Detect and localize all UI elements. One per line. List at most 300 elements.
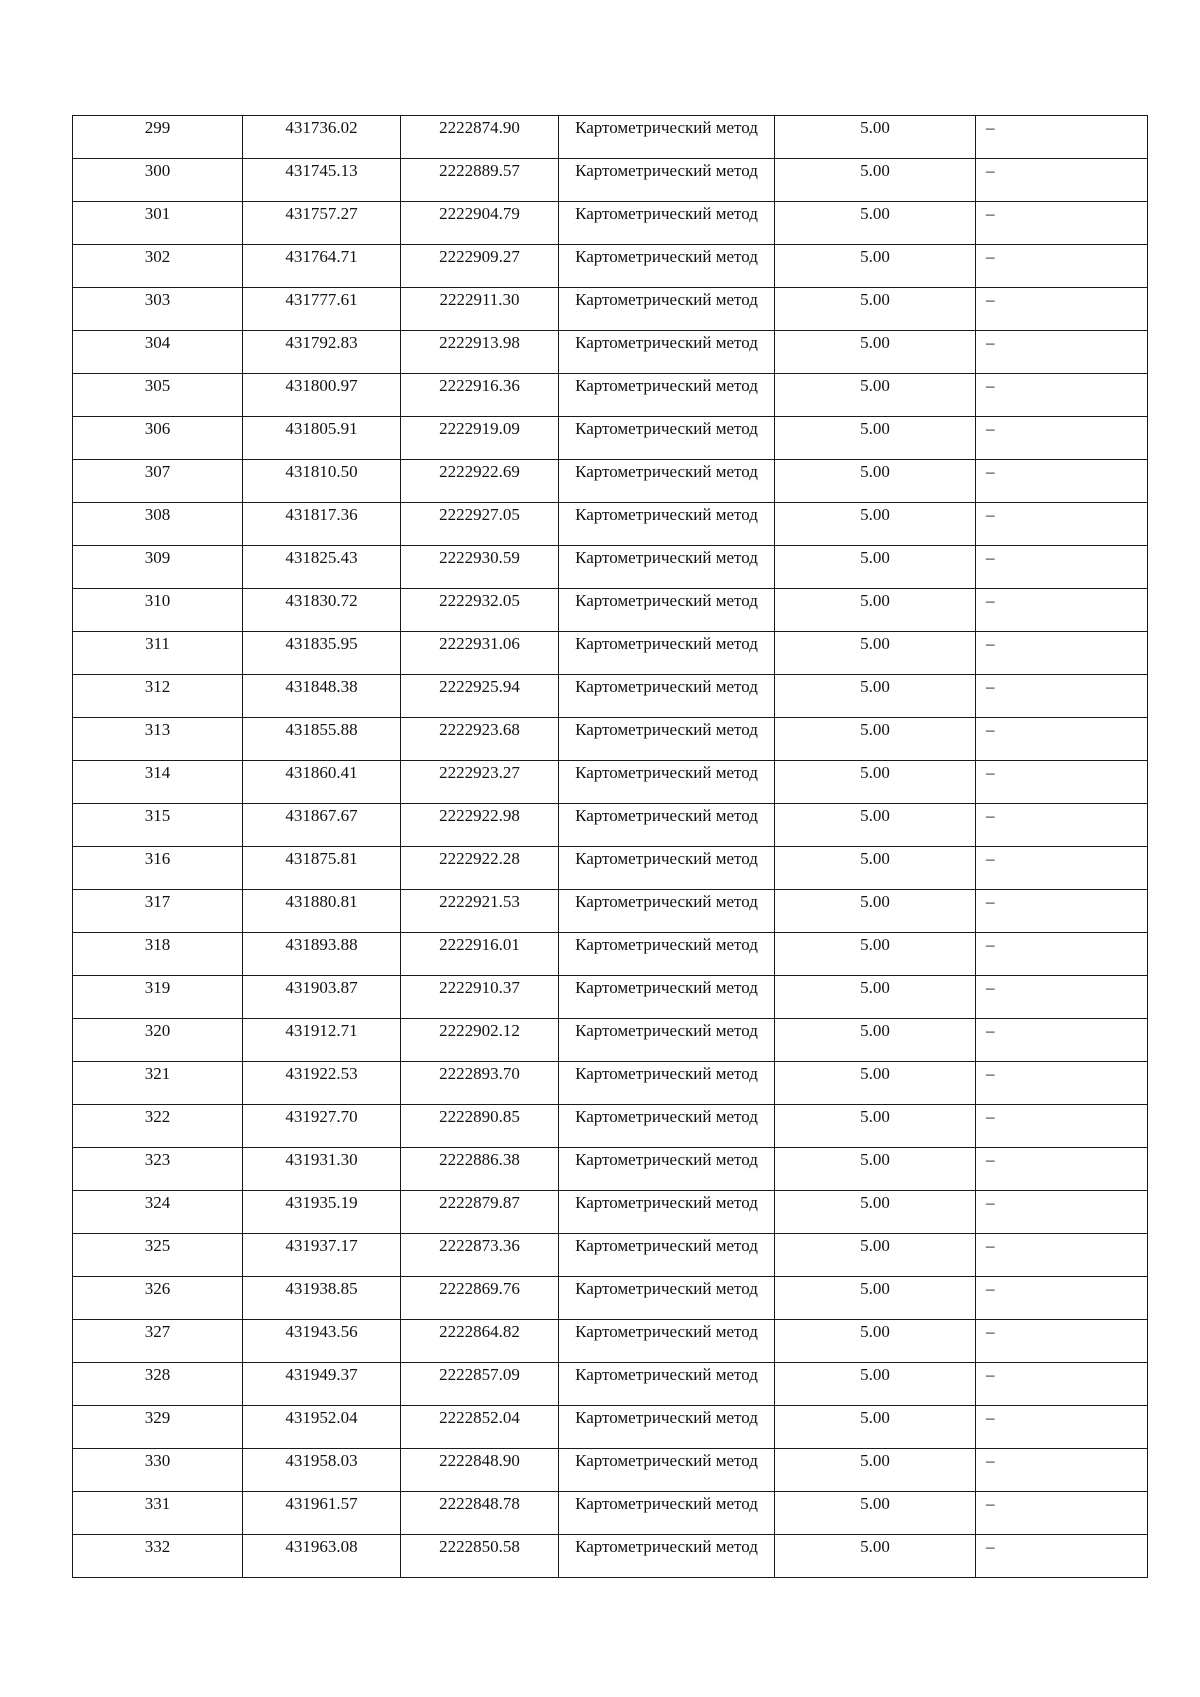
description-cell-text: – bbox=[986, 247, 995, 266]
method-cell-text: Картометрический метод bbox=[575, 548, 758, 567]
method-cell bbox=[559, 589, 775, 632]
table-row bbox=[73, 847, 1148, 890]
method-cell bbox=[559, 116, 775, 159]
accuracy-cell bbox=[775, 546, 976, 589]
y-coordinate-cell bbox=[401, 331, 559, 374]
method-cell bbox=[559, 632, 775, 675]
y-coordinate-cell-text: 2222873.36 bbox=[439, 1236, 520, 1255]
method-cell bbox=[559, 804, 775, 847]
description-cell bbox=[976, 1105, 1148, 1148]
description-cell bbox=[976, 1062, 1148, 1105]
x-coordinate-cell bbox=[243, 202, 401, 245]
x-coordinate-cell bbox=[243, 1320, 401, 1363]
point-number-cell-text: 322 bbox=[144, 1107, 171, 1126]
description-cell bbox=[976, 804, 1148, 847]
accuracy-cell bbox=[775, 1234, 976, 1277]
accuracy-cell bbox=[775, 460, 976, 503]
table-row bbox=[73, 976, 1148, 1019]
y-coordinate-cell-text: 2222857.09 bbox=[439, 1365, 520, 1384]
accuracy-cell bbox=[775, 589, 976, 632]
method-cell bbox=[559, 1363, 775, 1406]
point-number-cell bbox=[73, 1406, 243, 1449]
x-coordinate-cell-text: 431835.95 bbox=[285, 634, 358, 653]
x-coordinate-cell bbox=[243, 847, 401, 890]
x-coordinate-cell bbox=[243, 1062, 401, 1105]
y-coordinate-cell bbox=[401, 417, 559, 460]
method-cell bbox=[559, 1062, 775, 1105]
table-row bbox=[73, 804, 1148, 847]
y-coordinate-cell-text: 2222916.01 bbox=[439, 935, 520, 954]
method-cell-text: Картометрический метод bbox=[575, 419, 758, 438]
table-row bbox=[73, 417, 1148, 460]
method-cell-text: Картометрический метод bbox=[575, 1236, 758, 1255]
point-number-cell-text: 319 bbox=[144, 978, 171, 997]
point-number-cell bbox=[73, 675, 243, 718]
description-cell-text: – bbox=[986, 290, 995, 309]
y-coordinate-cell bbox=[401, 374, 559, 417]
accuracy-cell-text: 5.00 bbox=[860, 1365, 890, 1384]
y-coordinate-cell bbox=[401, 288, 559, 331]
table-row bbox=[73, 245, 1148, 288]
y-coordinate-cell bbox=[401, 546, 559, 589]
y-coordinate-cell bbox=[401, 159, 559, 202]
method-cell bbox=[559, 675, 775, 718]
y-coordinate-cell-text: 2222919.09 bbox=[439, 419, 520, 438]
accuracy-cell-text: 5.00 bbox=[860, 376, 890, 395]
x-coordinate-cell-text: 431764.71 bbox=[285, 247, 358, 266]
method-cell bbox=[559, 245, 775, 288]
method-cell-text: Картометрический метод bbox=[575, 806, 758, 825]
point-number-cell-text: 301 bbox=[144, 204, 171, 223]
point-number-cell bbox=[73, 1148, 243, 1191]
y-coordinate-cell-text: 2222911.30 bbox=[439, 290, 520, 309]
x-coordinate-cell-text: 431810.50 bbox=[285, 462, 358, 481]
accuracy-cell-text: 5.00 bbox=[860, 806, 890, 825]
accuracy-cell bbox=[775, 761, 976, 804]
point-number-cell bbox=[73, 1535, 243, 1578]
x-coordinate-cell-text: 431860.41 bbox=[285, 763, 358, 782]
description-cell-text: – bbox=[986, 1107, 995, 1126]
accuracy-cell bbox=[775, 933, 976, 976]
accuracy-cell bbox=[775, 976, 976, 1019]
x-coordinate-cell bbox=[243, 632, 401, 675]
y-coordinate-cell-text: 2222922.28 bbox=[439, 849, 520, 868]
table-row bbox=[73, 1363, 1148, 1406]
y-coordinate-cell-text: 2222916.36 bbox=[439, 376, 520, 395]
y-coordinate-cell-text: 2222931.06 bbox=[439, 634, 520, 653]
y-coordinate-cell bbox=[401, 589, 559, 632]
y-coordinate-cell-text: 2222921.53 bbox=[439, 892, 520, 911]
x-coordinate-cell bbox=[243, 417, 401, 460]
x-coordinate-cell-text: 431792.83 bbox=[285, 333, 358, 352]
y-coordinate-cell bbox=[401, 460, 559, 503]
point-number-cell bbox=[73, 503, 243, 546]
x-coordinate-cell bbox=[243, 761, 401, 804]
x-coordinate-cell bbox=[243, 1019, 401, 1062]
x-coordinate-cell bbox=[243, 288, 401, 331]
description-cell bbox=[976, 1492, 1148, 1535]
point-number-cell bbox=[73, 546, 243, 589]
y-coordinate-cell bbox=[401, 890, 559, 933]
method-cell-text: Картометрический метод bbox=[575, 1537, 758, 1556]
y-coordinate-cell-text: 2222923.68 bbox=[439, 720, 520, 739]
y-coordinate-cell bbox=[401, 804, 559, 847]
method-cell-text: Картометрический метод bbox=[575, 204, 758, 223]
description-cell bbox=[976, 546, 1148, 589]
x-coordinate-cell-text: 431958.03 bbox=[285, 1451, 358, 1470]
description-cell-text: – bbox=[986, 935, 995, 954]
method-cell-text: Картометрический метод bbox=[575, 1064, 758, 1083]
point-number-cell-text: 315 bbox=[144, 806, 171, 825]
description-cell-text: – bbox=[986, 763, 995, 782]
coordinates-table-body bbox=[73, 116, 1148, 1578]
method-cell bbox=[559, 1449, 775, 1492]
y-coordinate-cell bbox=[401, 1535, 559, 1578]
point-number-cell-text: 299 bbox=[144, 118, 171, 137]
description-cell bbox=[976, 159, 1148, 202]
description-cell-text: – bbox=[986, 548, 995, 567]
point-number-cell-text: 312 bbox=[144, 677, 171, 696]
point-number-cell bbox=[73, 1492, 243, 1535]
point-number-cell-text: 303 bbox=[144, 290, 171, 309]
description-cell-text: – bbox=[986, 892, 995, 911]
accuracy-cell bbox=[775, 1105, 976, 1148]
method-cell-text: Картометрический метод bbox=[575, 1150, 758, 1169]
x-coordinate-cell bbox=[243, 116, 401, 159]
y-coordinate-cell bbox=[401, 1449, 559, 1492]
description-cell bbox=[976, 1148, 1148, 1191]
method-cell-text: Картометрический метод bbox=[575, 505, 758, 524]
method-cell bbox=[559, 933, 775, 976]
method-cell bbox=[559, 1492, 775, 1535]
accuracy-cell-text: 5.00 bbox=[860, 118, 890, 137]
y-coordinate-cell bbox=[401, 1363, 559, 1406]
accuracy-cell bbox=[775, 847, 976, 890]
description-cell-text: – bbox=[986, 849, 995, 868]
table-row bbox=[73, 331, 1148, 374]
point-number-cell-text: 324 bbox=[144, 1193, 171, 1212]
description-cell-text: – bbox=[986, 1408, 995, 1427]
method-cell bbox=[559, 761, 775, 804]
x-coordinate-cell-text: 431880.81 bbox=[285, 892, 358, 911]
accuracy-cell-text: 5.00 bbox=[860, 1451, 890, 1470]
point-number-cell bbox=[73, 1234, 243, 1277]
y-coordinate-cell bbox=[401, 718, 559, 761]
accuracy-cell bbox=[775, 1320, 976, 1363]
y-coordinate-cell-text: 2222850.58 bbox=[439, 1537, 520, 1556]
description-cell bbox=[976, 976, 1148, 1019]
x-coordinate-cell bbox=[243, 1234, 401, 1277]
method-cell bbox=[559, 1535, 775, 1578]
x-coordinate-cell bbox=[243, 1191, 401, 1234]
table-row bbox=[73, 1234, 1148, 1277]
description-cell bbox=[976, 1019, 1148, 1062]
description-cell bbox=[976, 1277, 1148, 1320]
accuracy-cell-text: 5.00 bbox=[860, 1408, 890, 1427]
method-cell-text: Картометрический метод bbox=[575, 161, 758, 180]
method-cell-text: Картометрический метод bbox=[575, 1365, 758, 1384]
x-coordinate-cell-text: 431937.17 bbox=[285, 1236, 358, 1255]
description-cell-text: – bbox=[986, 505, 995, 524]
accuracy-cell-text: 5.00 bbox=[860, 419, 890, 438]
point-number-cell bbox=[73, 288, 243, 331]
table-row bbox=[73, 1406, 1148, 1449]
table-row bbox=[73, 890, 1148, 933]
accuracy-cell bbox=[775, 1191, 976, 1234]
point-number-cell bbox=[73, 890, 243, 933]
x-coordinate-cell-text: 431757.27 bbox=[285, 204, 358, 223]
table-row bbox=[73, 1191, 1148, 1234]
x-coordinate-cell bbox=[243, 331, 401, 374]
accuracy-cell bbox=[775, 1492, 976, 1535]
y-coordinate-cell bbox=[401, 116, 559, 159]
description-cell bbox=[976, 374, 1148, 417]
accuracy-cell-text: 5.00 bbox=[860, 1236, 890, 1255]
y-coordinate-cell-text: 2222848.90 bbox=[439, 1451, 520, 1470]
description-cell-text: – bbox=[986, 1021, 995, 1040]
description-cell bbox=[976, 589, 1148, 632]
method-cell bbox=[559, 503, 775, 546]
description-cell-text: – bbox=[986, 376, 995, 395]
y-coordinate-cell bbox=[401, 503, 559, 546]
accuracy-cell-text: 5.00 bbox=[860, 204, 890, 223]
y-coordinate-cell bbox=[401, 675, 559, 718]
description-cell bbox=[976, 417, 1148, 460]
accuracy-cell-text: 5.00 bbox=[860, 849, 890, 868]
point-number-cell bbox=[73, 1062, 243, 1105]
description-cell bbox=[976, 761, 1148, 804]
y-coordinate-cell-text: 2222927.05 bbox=[439, 505, 520, 524]
method-cell bbox=[559, 460, 775, 503]
description-cell-text: – bbox=[986, 806, 995, 825]
y-coordinate-cell-text: 2222893.70 bbox=[439, 1064, 520, 1083]
x-coordinate-cell-text: 431867.67 bbox=[285, 806, 358, 825]
method-cell-text: Картометрический метод bbox=[575, 591, 758, 610]
table-row bbox=[73, 1492, 1148, 1535]
x-coordinate-cell-text: 431830.72 bbox=[285, 591, 358, 610]
y-coordinate-cell-text: 2222923.27 bbox=[439, 763, 520, 782]
table-row bbox=[73, 1019, 1148, 1062]
description-cell bbox=[976, 1406, 1148, 1449]
y-coordinate-cell-text: 2222889.57 bbox=[439, 161, 520, 180]
description-cell bbox=[976, 202, 1148, 245]
x-coordinate-cell-text: 431800.97 bbox=[285, 376, 358, 395]
table-row bbox=[73, 675, 1148, 718]
description-cell-text: – bbox=[986, 1279, 995, 1298]
table-row bbox=[73, 1062, 1148, 1105]
table-row bbox=[73, 288, 1148, 331]
accuracy-cell-text: 5.00 bbox=[860, 1064, 890, 1083]
point-number-cell-text: 313 bbox=[144, 720, 171, 739]
x-coordinate-cell bbox=[243, 1277, 401, 1320]
table-row bbox=[73, 1277, 1148, 1320]
method-cell-text: Картометрический метод bbox=[575, 634, 758, 653]
method-cell bbox=[559, 374, 775, 417]
accuracy-cell-text: 5.00 bbox=[860, 1322, 890, 1341]
method-cell-text: Картометрический метод bbox=[575, 1451, 758, 1470]
method-cell-text: Картометрический метод bbox=[575, 118, 758, 137]
y-coordinate-cell-text: 2222904.79 bbox=[439, 204, 520, 223]
table-row bbox=[73, 718, 1148, 761]
point-number-cell bbox=[73, 374, 243, 417]
x-coordinate-cell bbox=[243, 976, 401, 1019]
point-number-cell-text: 318 bbox=[144, 935, 171, 954]
point-number-cell-text: 329 bbox=[144, 1408, 171, 1427]
description-cell-text: – bbox=[986, 1193, 995, 1212]
accuracy-cell bbox=[775, 675, 976, 718]
point-number-cell-text: 330 bbox=[144, 1451, 171, 1470]
point-number-cell-text: 321 bbox=[144, 1064, 171, 1083]
table-row bbox=[73, 546, 1148, 589]
method-cell bbox=[559, 1019, 775, 1062]
point-number-cell-text: 300 bbox=[144, 161, 171, 180]
x-coordinate-cell-text: 431912.71 bbox=[285, 1021, 358, 1040]
accuracy-cell-text: 5.00 bbox=[860, 1279, 890, 1298]
method-cell-text: Картометрический метод bbox=[575, 677, 758, 696]
point-number-cell-text: 306 bbox=[144, 419, 171, 438]
method-cell-text: Картометрический метод bbox=[575, 1107, 758, 1126]
description-cell-text: – bbox=[986, 720, 995, 739]
y-coordinate-cell-text: 2222852.04 bbox=[439, 1408, 520, 1427]
description-cell bbox=[976, 1449, 1148, 1492]
point-number-cell-text: 307 bbox=[144, 462, 171, 481]
description-cell bbox=[976, 847, 1148, 890]
point-number-cell bbox=[73, 632, 243, 675]
point-number-cell bbox=[73, 331, 243, 374]
description-cell-text: – bbox=[986, 1494, 995, 1513]
method-cell bbox=[559, 202, 775, 245]
accuracy-cell bbox=[775, 1148, 976, 1191]
point-number-cell-text: 314 bbox=[144, 763, 171, 782]
x-coordinate-cell bbox=[243, 1148, 401, 1191]
method-cell bbox=[559, 417, 775, 460]
method-cell bbox=[559, 1320, 775, 1363]
method-cell-text: Картометрический метод bbox=[575, 1494, 758, 1513]
accuracy-cell-text: 5.00 bbox=[860, 720, 890, 739]
accuracy-cell-text: 5.00 bbox=[860, 548, 890, 567]
description-cell bbox=[976, 632, 1148, 675]
accuracy-cell-text: 5.00 bbox=[860, 333, 890, 352]
description-cell bbox=[976, 890, 1148, 933]
description-cell-text: – bbox=[986, 333, 995, 352]
description-cell bbox=[976, 1535, 1148, 1578]
description-cell bbox=[976, 1191, 1148, 1234]
accuracy-cell bbox=[775, 116, 976, 159]
description-cell bbox=[976, 460, 1148, 503]
y-coordinate-cell-text: 2222864.82 bbox=[439, 1322, 520, 1341]
method-cell-text: Картометрический метод bbox=[575, 892, 758, 911]
table-row bbox=[73, 589, 1148, 632]
accuracy-cell-text: 5.00 bbox=[860, 763, 890, 782]
accuracy-cell bbox=[775, 1406, 976, 1449]
x-coordinate-cell-text: 431745.13 bbox=[285, 161, 358, 180]
description-cell-text: – bbox=[986, 677, 995, 696]
y-coordinate-cell bbox=[401, 1191, 559, 1234]
y-coordinate-cell-text: 2222925.94 bbox=[439, 677, 520, 696]
method-cell-text: Картометрический метод bbox=[575, 935, 758, 954]
description-cell bbox=[976, 675, 1148, 718]
table-row bbox=[73, 460, 1148, 503]
y-coordinate-cell-text: 2222930.59 bbox=[439, 548, 520, 567]
x-coordinate-cell-text: 431935.19 bbox=[285, 1193, 358, 1212]
description-cell-text: – bbox=[986, 1537, 995, 1556]
accuracy-cell bbox=[775, 374, 976, 417]
x-coordinate-cell bbox=[243, 804, 401, 847]
method-cell-text: Картометрический метод bbox=[575, 247, 758, 266]
point-number-cell-text: 327 bbox=[144, 1322, 171, 1341]
accuracy-cell-text: 5.00 bbox=[860, 462, 890, 481]
method-cell-text: Картометрический метод bbox=[575, 376, 758, 395]
point-number-cell bbox=[73, 718, 243, 761]
accuracy-cell bbox=[775, 890, 976, 933]
description-cell bbox=[976, 116, 1148, 159]
method-cell-text: Картометрический метод bbox=[575, 290, 758, 309]
x-coordinate-cell bbox=[243, 159, 401, 202]
method-cell bbox=[559, 288, 775, 331]
description-cell bbox=[976, 1363, 1148, 1406]
x-coordinate-cell-text: 431931.30 bbox=[285, 1150, 358, 1169]
y-coordinate-cell bbox=[401, 847, 559, 890]
table-row bbox=[73, 1105, 1148, 1148]
description-cell-text: – bbox=[986, 591, 995, 610]
description-cell-text: – bbox=[986, 634, 995, 653]
point-number-cell-text: 304 bbox=[144, 333, 171, 352]
point-number-cell bbox=[73, 417, 243, 460]
x-coordinate-cell-text: 431949.37 bbox=[285, 1365, 358, 1384]
y-coordinate-cell-text: 2222932.05 bbox=[439, 591, 520, 610]
table-row bbox=[73, 1535, 1148, 1578]
y-coordinate-cell bbox=[401, 1406, 559, 1449]
x-coordinate-cell-text: 431961.57 bbox=[285, 1494, 358, 1513]
y-coordinate-cell-text: 2222922.98 bbox=[439, 806, 520, 825]
y-coordinate-cell bbox=[401, 1277, 559, 1320]
method-cell-text: Картометрический метод bbox=[575, 1408, 758, 1427]
table-row bbox=[73, 933, 1148, 976]
y-coordinate-cell-text: 2222869.76 bbox=[439, 1279, 520, 1298]
x-coordinate-cell-text: 431938.85 bbox=[285, 1279, 358, 1298]
point-number-cell-text: 305 bbox=[144, 376, 171, 395]
x-coordinate-cell bbox=[243, 1535, 401, 1578]
description-cell bbox=[976, 331, 1148, 374]
point-number-cell-text: 317 bbox=[144, 892, 171, 911]
description-cell bbox=[976, 288, 1148, 331]
point-number-cell bbox=[73, 460, 243, 503]
method-cell-text: Картометрический метод bbox=[575, 1322, 758, 1341]
table-row bbox=[73, 116, 1148, 159]
x-coordinate-cell bbox=[243, 675, 401, 718]
accuracy-cell-text: 5.00 bbox=[860, 505, 890, 524]
description-cell-text: – bbox=[986, 419, 995, 438]
y-coordinate-cell-text: 2222848.78 bbox=[439, 1494, 520, 1513]
accuracy-cell bbox=[775, 1535, 976, 1578]
method-cell bbox=[559, 890, 775, 933]
x-coordinate-cell bbox=[243, 460, 401, 503]
accuracy-cell-text: 5.00 bbox=[860, 1107, 890, 1126]
point-number-cell bbox=[73, 933, 243, 976]
y-coordinate-cell bbox=[401, 1234, 559, 1277]
y-coordinate-cell bbox=[401, 1492, 559, 1535]
y-coordinate-cell-text: 2222913.98 bbox=[439, 333, 520, 352]
point-number-cell bbox=[73, 1191, 243, 1234]
accuracy-cell bbox=[775, 1363, 976, 1406]
y-coordinate-cell bbox=[401, 632, 559, 675]
accuracy-cell bbox=[775, 1019, 976, 1062]
description-cell bbox=[976, 245, 1148, 288]
y-coordinate-cell-text: 2222909.27 bbox=[439, 247, 520, 266]
x-coordinate-cell bbox=[243, 546, 401, 589]
x-coordinate-cell-text: 431927.70 bbox=[285, 1107, 358, 1126]
accuracy-cell-text: 5.00 bbox=[860, 290, 890, 309]
